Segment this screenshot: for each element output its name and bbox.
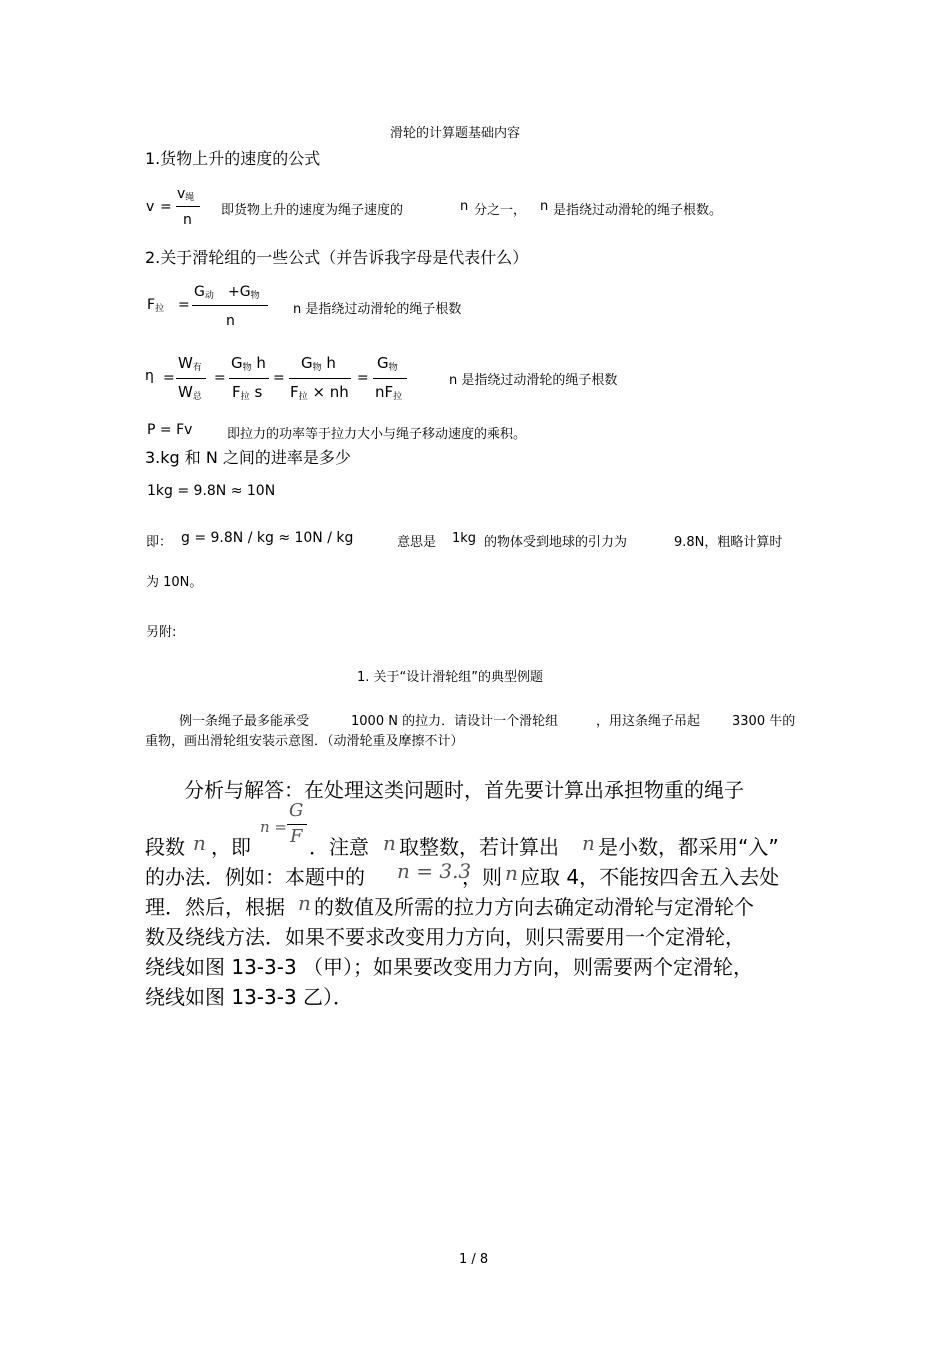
analysis-line-5: 数及绕线方法．如果不要求改变用力方向，则只需要用一个定滑轮， [145, 925, 745, 949]
fraction-bar [192, 305, 268, 306]
g-formula: g = 9.8N / kg ≈ 10N / kg [181, 530, 354, 546]
example-title: 1. 关于“设计滑轮组”的典型例题 [357, 670, 544, 685]
analysis-line-1: 分析与解答：在处理这类问题时，首先要计算出承担物重的绳子 [184, 778, 744, 802]
appendix-label: 另附: [146, 625, 177, 640]
page-title: 滑轮的计算题基础内容 [390, 126, 521, 141]
fraction-bar [176, 206, 200, 207]
fraction-bar [229, 378, 269, 379]
section-2-heading: 2.关于滑轮组的一些公式（并告诉我字母是代表什么） [145, 248, 529, 267]
fraction-bar [287, 824, 307, 825]
section-3-heading: 3.kg 和 N 之间的进率是多少 [145, 448, 351, 467]
fraction-bar [373, 378, 407, 379]
kg-n-relation: 1kg = 9.8N ≈ 10N [147, 483, 276, 499]
fraction-bar [289, 378, 351, 379]
analysis-line-6: 绕线如图 13-3-3 （甲）；如果要改变用力方向，则需要两个定滑轮， [145, 955, 754, 979]
power-desc: 即拉力的功率等于拉力大小与绳子移动速度的乘积。 [227, 427, 527, 442]
section-1-heading: 1.货物上升的速度的公式 [145, 149, 321, 168]
power-formula: P = Fv [147, 422, 193, 438]
velocity-desc: 即货物上升的速度为绳子速度的 [221, 203, 404, 218]
page-number: 1 / 8 [459, 1252, 489, 1267]
fraction-bar [176, 378, 206, 379]
efficiency-desc: n 是指绕过动滑轮的绳子根数 [449, 373, 618, 388]
force-desc: n 是指绕过动滑轮的绳子根数 [293, 302, 462, 317]
analysis-line-7: 绕线如图 13-3-3 乙）． [145, 985, 354, 1009]
